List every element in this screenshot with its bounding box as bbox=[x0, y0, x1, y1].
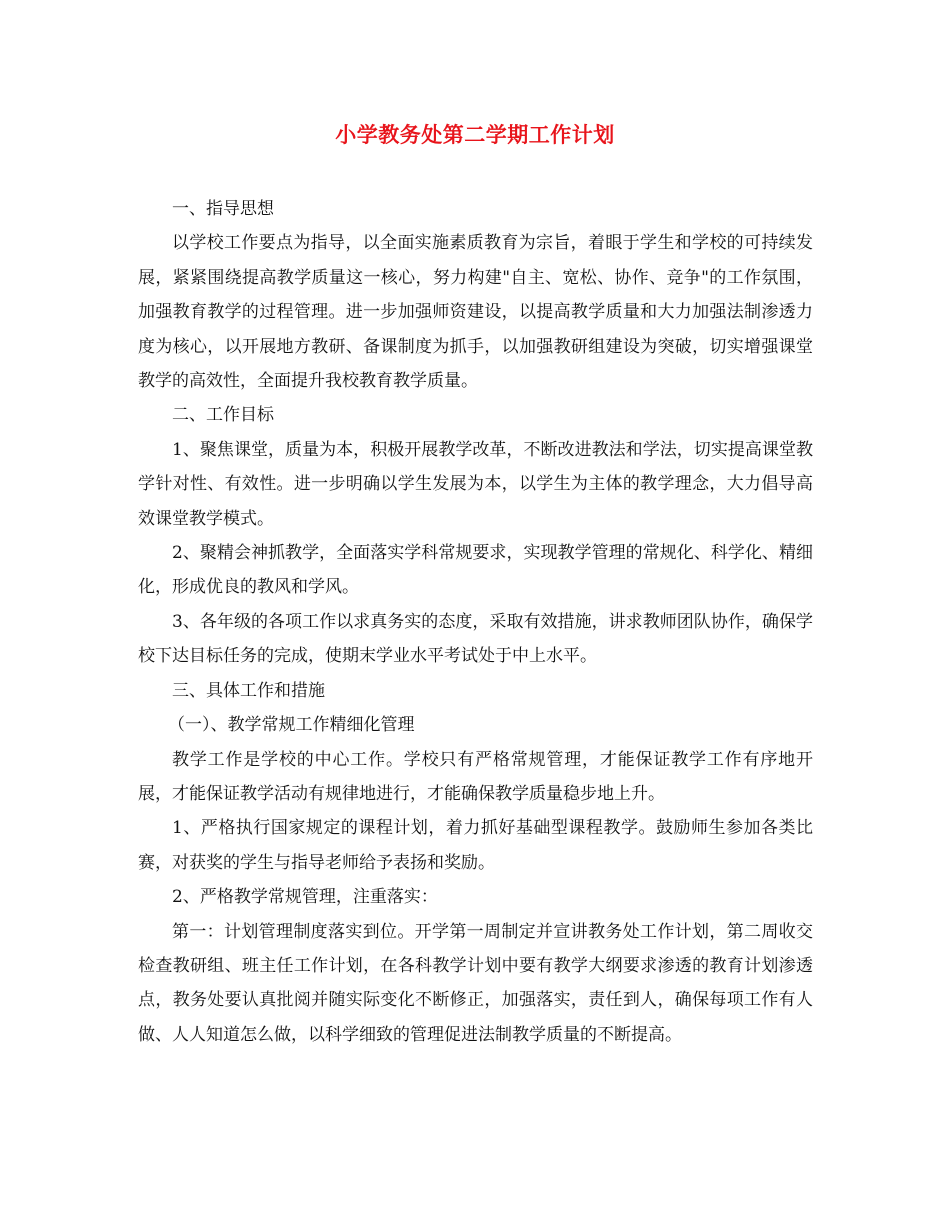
paragraph-guiding-ideology: 以学校工作要点为指导，以全面实施素质教育为宗旨，着眼于学生和学校的可持续发展，紧紧围绕提高教学质量这一核心，努力构建"自主、宽松、协作、竞争"的工作氛围，加强教育教学的过程管理。进一步加强师资建设，以提高教学质量和大力加强法制渗透力度为核心，以开展地方教研、备课制度为抓手，以加强教研组建设为突破，切实增强课堂教学的高效性，全面提升我校教育教学质量。 bbox=[138, 233, 813, 392]
section-heading-guiding-ideology: 一、指导思想 bbox=[172, 199, 274, 219]
paragraph-measure-1: 1、严格执行国家规定的课程计划，着力抓好基础型课程教学。鼓励师生参加各类比赛，对获奖的学生与指导老师给予表扬和奖励。 bbox=[138, 818, 813, 873]
section-heading-specific-measures: 三、具体工作和措施 bbox=[172, 680, 325, 701]
paragraph-goal-1: 1、聚焦课堂，质量为本，积极开展教学改革，不断改进教法和学法，切实提高课堂教学针对性、有效性。进一步明确以学生发展为本，以学生为主体的教学理念，大力倡导高效课堂教学模式。 bbox=[138, 439, 813, 529]
subsection-heading-routine-management: （一）、教学常规工作精细化管理 bbox=[168, 715, 415, 736]
paragraph-teaching-center: 教学工作是学校的中心工作。学校只有严格常规管理，才能保证教学工作有序地开展，才能保证教学活动有规律地进行，才能确保教学质量稳步地上升。 bbox=[138, 749, 813, 804]
paragraph-measure-2: 2、严格教学常规管理，注重落实： bbox=[172, 887, 438, 908]
paragraph-plan-management: 第一：计划管理制度落实到位。开学第一周制定并宣讲教务处工作计划，第二周收交检查教研组、班主任工作计划，在各科教学计划中要有教学大纲要求渗透的教育计划渗透点，教务处要认真批阅并随实际变化不断修正，加强落实，责任到人，确保每项工作有人做、人人知道怎么做，以科学细致的管理促进法制教学质量的不断提高。 bbox=[138, 921, 813, 1045]
paragraph-goal-3: 3、各年级的各项工作以求真务实的态度，采取有效措施，讲求教师团队协作，确保学校下达目标任务的完成，使期末学业水平考试处于中上水平。 bbox=[138, 611, 813, 667]
document-body bbox=[138, 192, 813, 1052]
document-title: 小学教务处第二学期工作计划 bbox=[335, 122, 615, 147]
section-heading-work-goals: 二、工作目标 bbox=[172, 405, 274, 426]
paragraph-goal-2: 2、聚精会神抓教学，全面落实学科常规要求，实现教学管理的常规化、科学化、精细化，形成优良的教风和学风。 bbox=[138, 543, 813, 598]
